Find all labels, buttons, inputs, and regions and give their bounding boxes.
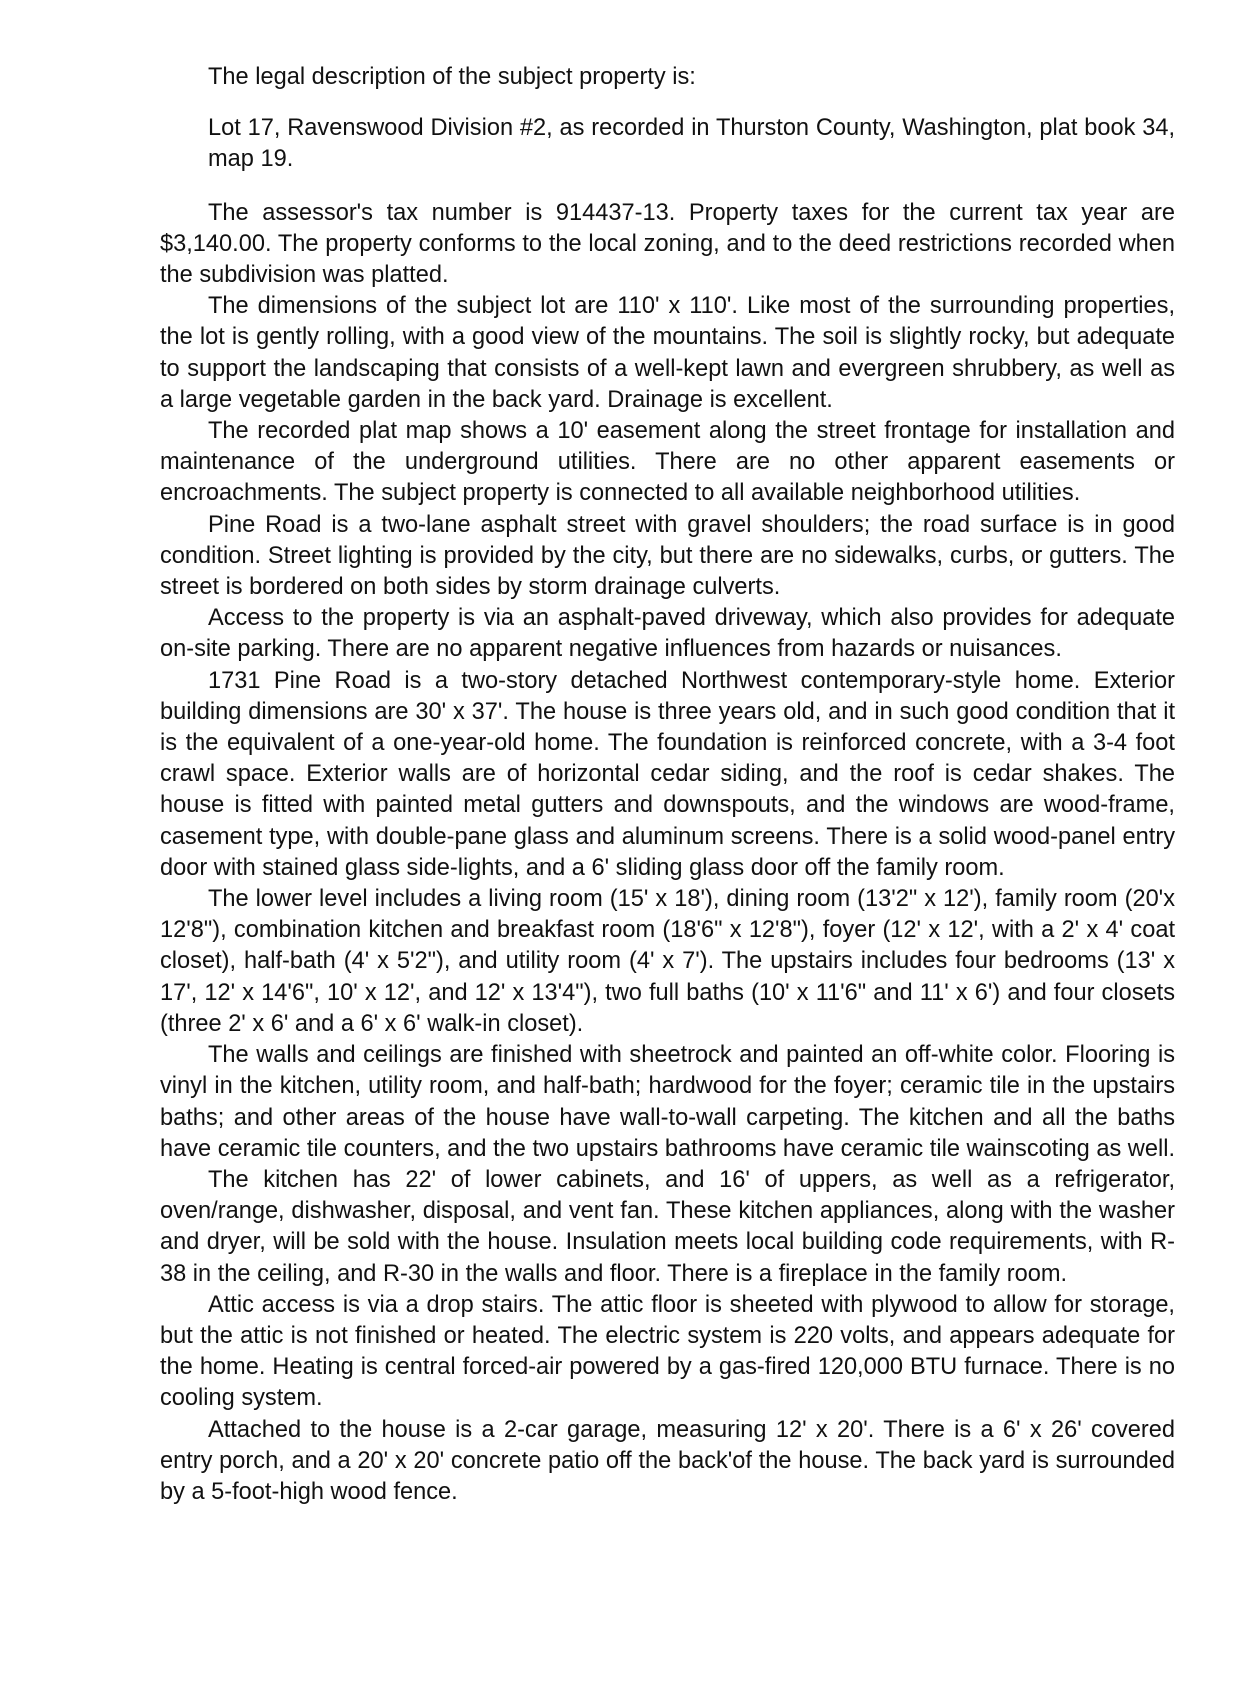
legal-description: Lot 17, Ravenswood Division #2, as recorded in Thurston County, Washington, plat book 34, map 19.	[208, 115, 1175, 173]
paragraph-attic-systems: Attic access is via a drop stairs. The attic floor is sheeted with plywood to allow for storage, but the attic is not finished or heated. The electric system is 220 volts, and appears adequate for the home. Heating is central forced-air powered by a gas-fired 120,000 BTU furnace. There is no cooling system.	[160, 1291, 1175, 1412]
paragraph-interior-finish: The walls and ceilings are finished with sheetrock and painted an off-white color. Flooring is vinyl in the kitchen, utility room, and half-bath; hardwood for the foyer; ceramic tile in the upstairs baths; and other areas of the house have wall-to-wall carpeting. The kitchen and all the baths have ceramic tile counters, and the two upstairs bathrooms have ceramic tile wainscoting as well.	[160, 1042, 1176, 1162]
paragraph-tax-zoning: The assessor's tax number is 914437-13. Property taxes for the current tax year are $3,140.00. The property conforms to the local zoning, and to the deed restrictions recorded when the subdivision was platted.	[160, 199, 1175, 289]
paragraph-garage-yard: Attached to the house is a 2-car garage, measuring 12' x 20'. There is a 6' x 26' covered entry porch, and a 20' x 20' concrete patio off the back'of the house. The back yard is surrounded by a 5-foot-high wood fence.	[160, 1416, 1175, 1505]
document-page	[160, 62, 1175, 1508]
paragraph-easements: The recorded plat map shows a 10' easement along the street frontage for installation and maintenance of the underground utilities. There are no other apparent easements or encroachments. The subject property is connected to all available neighborhood utilities.	[160, 418, 1175, 507]
paragraph-lot-dimensions: The dimensions of the subject lot are 110' x 110'. Like most of the surrounding properties, the lot is gently rolling, with a good view of the mountains. The soil is slightly rocky, but adequate to support the landscaping that consists of a well-kept lawn and evergreen shrubbery, as well as a large vegetable garden in the back yard. Drainage is excellent.	[160, 293, 1175, 413]
legal-description-intro: The legal description of the subject property is:	[208, 64, 696, 90]
paragraph-access: Access to the property is via an asphalt-paved driveway, which also provides for adequate on-site parking. There are no apparent negative influences from hazards or nuisances.	[160, 605, 1175, 663]
paragraph-kitchen: The kitchen has 22' of lower cabinets, and 16' of uppers, as well as a refrigerator, oven/range, dishwasher, disposal, and vent fan. These kitchen appliances, along with the washer and dryer, will be sold with the house. Insulation meets local building code requirements, with R-38 in the ceiling, and R-30 in the walls and floor. There is a fireplace in the family room.	[160, 1166, 1175, 1287]
paragraph-room-layout: The lower level includes a living room (15' x 18'), dining room (13'2" x 12'), family room (20'x 12'8"), combination kitchen and breakfast room (18'6" x 12'8"), foyer (12' x 12', with a 2' x 4' coat closet), half-bath (4' x 5'2"), and utility room (4' x 7'). The upstairs includes four bedrooms (13' x 17', 12' x 14'6", 10' x 12', and 12' x 13'4"), two full baths (10' x 11'6" and 11' x 6') and four closets (three 2' x 6' and a 6' x 6' walk-in closet).	[160, 886, 1175, 1037]
paragraph-street: Pine Road is a two-lane asphalt street with gravel shoulders; the road surface is in good condition. Street lighting is provided by the city, but there are no sidewalks, curbs, or gutters. The street is bordered on both sides by storm drainage culverts.	[160, 511, 1175, 601]
paragraph-exterior: 1731 Pine Road is a two-story detached Northwest contemporary-style home. Exterior building dimensions are 30' x 37'. The house is three years old, and in such good condition that it is the equivalent of a one-year-old home. The foundation is reinforced concrete, with a 3-4 foot crawl space. Exterior walls are of horizontal cedar siding, and the roof is cedar shakes. The house is fitted with painted metal gutters and downspouts, and the windows are wood-frame, casement type, with double-pane glass and aluminum screens. There is a solid wood-panel entry door with stained glass side-lights, and a 6' sliding glass door off the family room.	[160, 667, 1175, 881]
